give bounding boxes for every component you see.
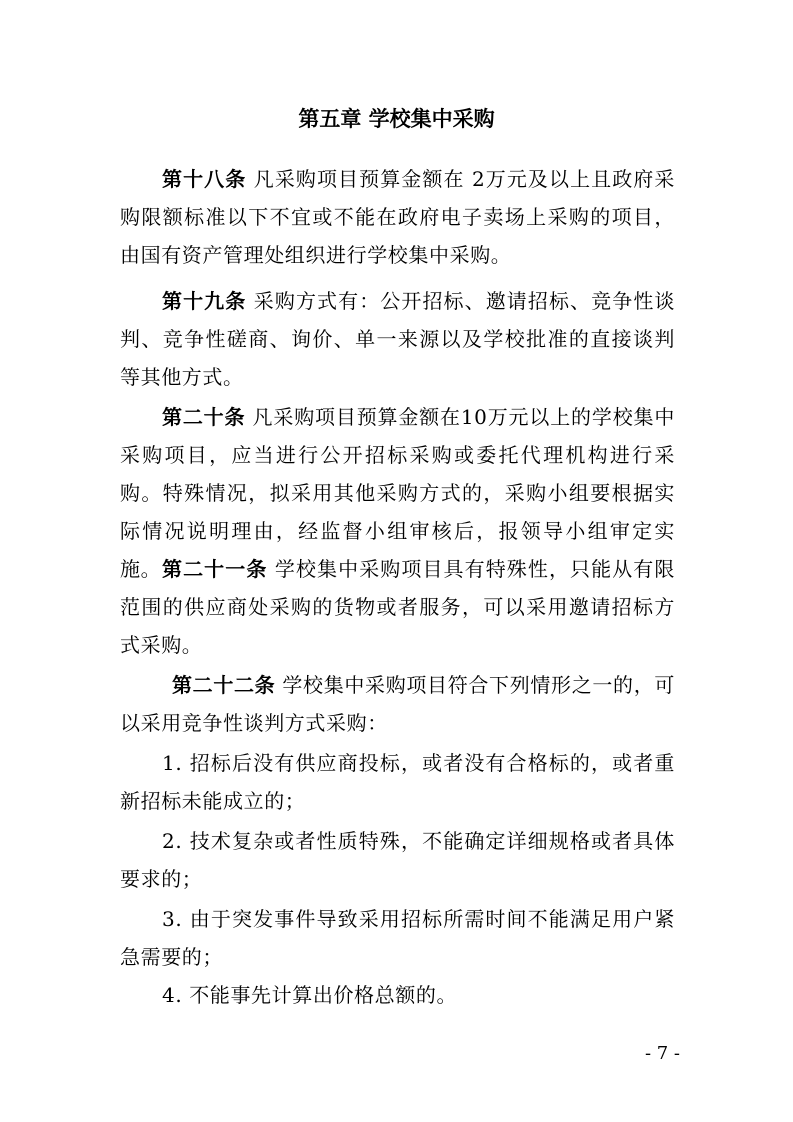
article-22 (120, 666, 675, 742)
list-item: 1. 招标后没有供应商投标，或者没有合格标的，或者重新招标未能成立的； (120, 751, 675, 813)
page-number: - 7 - (644, 1043, 680, 1064)
article-label: 第二十二条 (172, 673, 276, 697)
article-21 (120, 550, 675, 664)
article-text: 学校集中采购项目符合下列情形之一的，可以采用竞争性谈判方式采购： (120, 673, 675, 735)
article-label: 第十八条 (162, 167, 247, 191)
list-item: 4. 不能事先计算出价格总额的。 (162, 983, 458, 1007)
article-label: 第十九条 (162, 289, 247, 313)
article-text: 学校集中采购项目具有特殊性，只能从有限范围的供应商处采购的货物或者服务，可以采用邀请招标方式采购。 (120, 557, 675, 657)
article-19 (120, 282, 675, 396)
article-label: 第二十条 (162, 405, 246, 429)
list-item: 2. 技术复杂或者性质特殊，不能确定详细规格或者具体要求的； (120, 829, 675, 891)
article-label: 第二十一条 (162, 557, 268, 581)
article-text: 凡采购项目预算金额在 2万元及以上且政府采购限额标准以下不宜或不能在政府电子卖场上采购的项目，由国有资产管理处组织进行学校集中采购。 (120, 167, 675, 267)
article-18 (120, 160, 675, 274)
article-text: 采购方式有：公开招标、邀请招标、竞争性谈判、竞争性磋商、询价、单一来源以及学校批准的直接谈判等其他方式。 (120, 289, 675, 389)
chapter-title: 第五章 学校集中采购 (298, 107, 495, 131)
list-item: 3. 由于突发事件导致采用招标所需时间不能满足用户紧急需要的； (120, 907, 675, 969)
article-text: 凡采购项目预算金额在10万元以上的学校集中采购项目，应当进行公开招标采购或委托代理机构进行采购。特殊情况，拟采用其他采购方式的，采购小组要根据实际情况说明理由，经监督小组审核后，报领导小组审定实施。 (120, 405, 675, 581)
